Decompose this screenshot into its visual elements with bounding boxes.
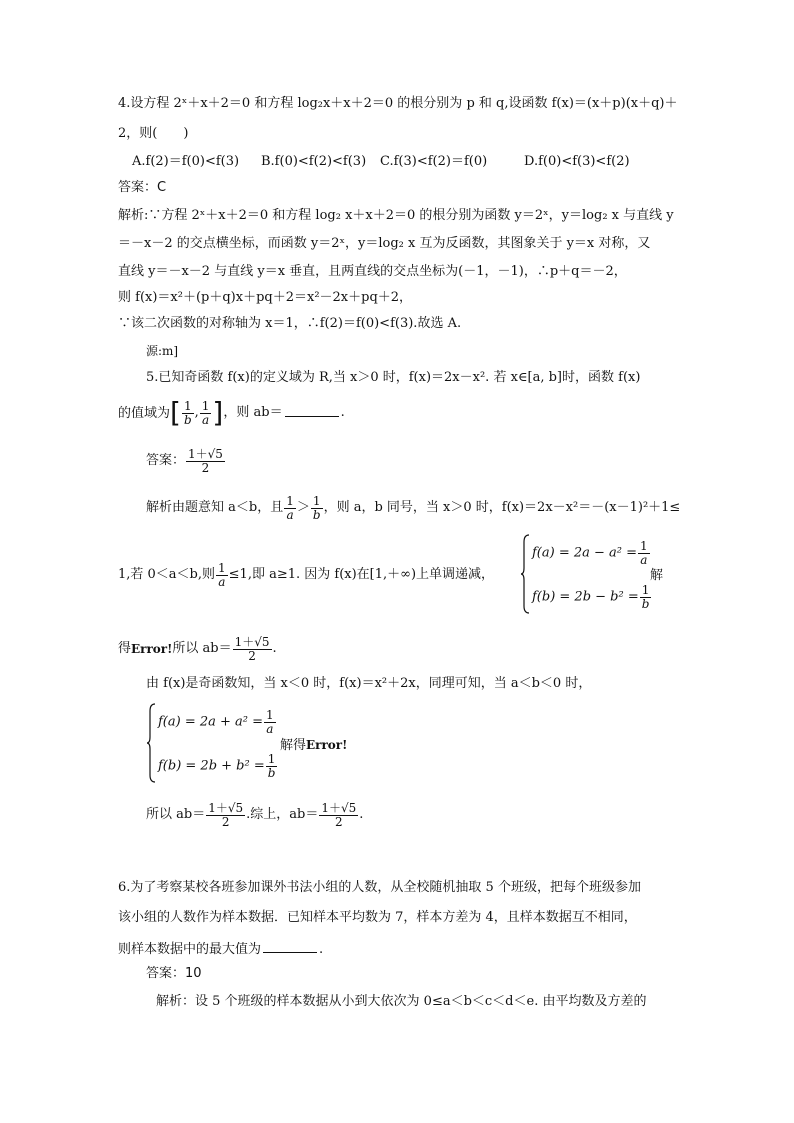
q5-range-fraction-1: $\frac{1}{b}$	[183, 398, 192, 427]
q6-answer: 答案：10	[146, 966, 202, 981]
q5-answer-fraction: $\frac{1+√5}{2}$	[188, 446, 223, 475]
q5-system2-eq2: f(b) = 2b + b² = $\frac{1}{b}$	[158, 752, 276, 780]
q5-jie: 解	[650, 568, 664, 583]
q4-explanation-line1: 解析:∵方程 2ˣ＋x＋2＝0 和方程 log₂ x＋x＋2＝0 的根分别为函数 y＝2ˣ，y＝log₂ x 与直线 y	[118, 208, 674, 223]
q5-stem-line2: 的值域为[ $\frac{1}{b}$ , $\frac{1}{a}$ ]，则 ab＝ .	[118, 396, 345, 429]
q4-answer: 答案：C	[118, 180, 167, 195]
left-brace-icon	[520, 534, 530, 614]
q4-option-a: A.f(2)＝f(0)<f(3)	[132, 154, 240, 169]
q5-explanation-line4: 由 f(x)是奇函数知，当 x＜0 时，f(x)＝x²＋2x，同理可知，当 a＜b＜0 时，	[146, 676, 592, 691]
q5-explanation-line3: 得Error!所以 ab＝ $\frac{1+√5}{2}$ .	[118, 634, 277, 663]
q5-system2-eq1: f(a) = 2a + a² = $\frac{1}{a}$	[158, 708, 274, 736]
right-bracket: ]	[212, 396, 224, 429]
q5-stem-text: 的值域为	[118, 405, 171, 421]
q6-answer-blank	[263, 940, 317, 953]
left-bracket: [	[170, 396, 181, 429]
q5-exp-fraction: $\frac{1+√5}{2}$	[234, 634, 270, 663]
source-note: 源:m]	[146, 344, 179, 358]
q5-conclusion: 所以 ab＝ $\frac{1+√5}{2}$ .综上，ab＝ $\frac{1+√5}{2}$ .	[146, 800, 364, 829]
q5-explanation-line2: 1,若 0＜a＜b,则 $\frac{1}{a}$ ≤1,即 a≥1. 因为 f(x)在[1,＋∞)上单调递减，	[118, 560, 495, 589]
q5-system2-result: 解得Error!	[280, 738, 348, 753]
q5-system1-eq1: f(a) = 2a − a² = $\frac{1}{a}$	[532, 539, 648, 567]
q4-explanation-line3: 直线 y＝－x－2 与直线 y＝x 垂直，且两直线的交点坐标为(－1，－1)，∴p＋q＝－2，	[118, 264, 627, 279]
q4-explanation-line2: ＝－x－2 的交点横坐标，而函数 y＝2ˣ，y＝log₂ x 互为反函数，其图象关于 y＝x 对称，又	[118, 236, 651, 251]
q4-stem-line2: 2，则( )	[118, 126, 189, 141]
q5-frac-1-over-a-2: $\frac{1}{a}$	[218, 560, 226, 589]
q6-explanation-line1: 解析：设 5 个班级的样本数据从小到大依次为 0≤a＜b＜c＜d＜e. 由平均数及方差的	[156, 994, 647, 1009]
q6-stem-line3: 则样本数据中的最大值为 .	[118, 942, 324, 957]
q6-stem-line1: 6.为了考察某校各班参加课外书法小组的人数，从全校随机抽取 5 个班级，把每个班级参加	[118, 880, 641, 895]
q5-range-fraction-2: $\frac{1}{a}$	[201, 398, 210, 427]
q4-option-b: B.f(0)<f(2)<f(3)	[261, 154, 367, 169]
q6-stem-line2: 该小组的人数作为样本数据．已知样本平均数为 7，样本方差为 4，且样本数据互不相同，	[118, 910, 637, 925]
q5-explanation-line1: 解析由题意知 a＜b，且 $\frac{1}{a}$ ＞ $\frac{1}{b}$ ，则 a，b 同号，当 x＞0 时，f(x)＝2x－x²＝－(x－1)²＋1≤	[146, 493, 681, 522]
error-text: Error!	[131, 642, 173, 656]
q5-stem-line1: 5.已知奇函数 f(x)的定义域为 R,当 x＞0 时，f(x)＝2x－x². 若 x∈[a, b]时，函数 f(x)	[146, 370, 641, 385]
q4-option-c: C.f(3)<f(2)＝f(0)	[380, 154, 488, 169]
q5-frac-1-over-a: $\frac{1}{a}$	[286, 493, 294, 522]
q4-explanation-line5: ∵该二次函数的对称轴为 x＝1，∴f(2)＝f(0)<f(3).故选 A.	[118, 316, 462, 331]
q4-explanation-line4: 则 f(x)＝x²＋(p＋q)x＋pq＋2＝x²－2x＋pq＋2，	[118, 290, 413, 305]
q4-stem-line1: 4.设方程 2ˣ＋x＋2＝0 和方程 log₂x＋x＋2＝0 的根分别为 p 和 q,设函数 f(x)＝(x＋p)(x＋q)＋	[118, 96, 678, 111]
q4-option-d: D.f(0)<f(3)<f(2)	[524, 154, 630, 169]
q5-frac-1-over-b: $\frac{1}{b}$	[312, 493, 321, 522]
q5-answer-blank	[285, 404, 339, 417]
q5-system1-eq2: f(b) = 2b − b² = $\frac{1}{b}$	[532, 583, 650, 611]
left-brace-icon-2	[146, 703, 156, 783]
q5-answer: 答案： $\frac{1+√5}{2}$	[146, 446, 223, 475]
q5-stem-text-2: ，则 ab＝	[223, 405, 283, 420]
